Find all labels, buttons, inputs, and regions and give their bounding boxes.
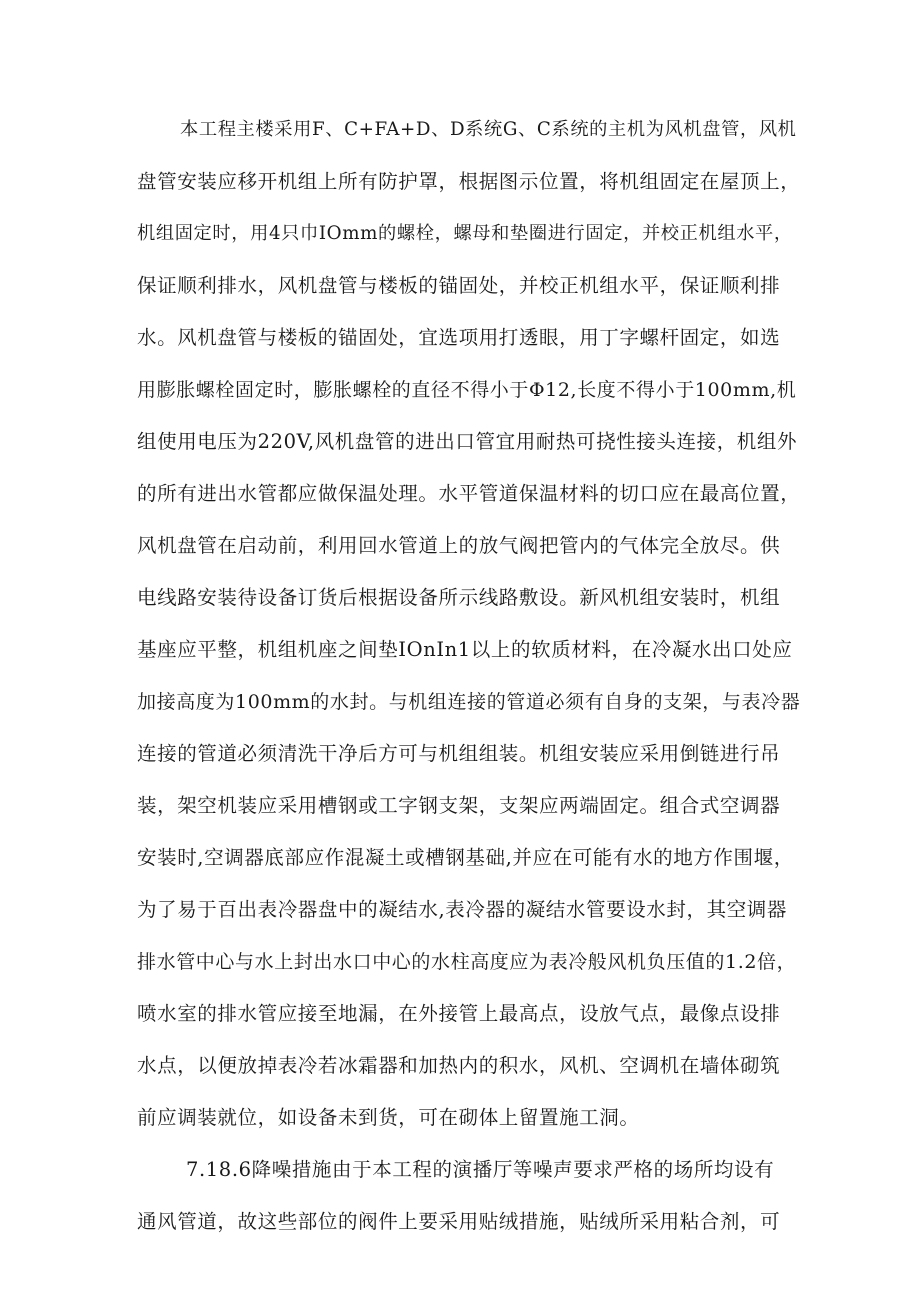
text-line: 7.18.6降噪措施由于本工程的演播厅等噪声要求严格的场所均设有 [186,1158,775,1181]
text-line: 安装时,空调器底部应作混凝土或槽钢基础,并应在可能有水的地方作围堰， [137,846,794,869]
text-line: 的所有进出水管都应做保温处理。水平管道保温材料的切口应在最高位置， [137,482,801,505]
text-line: 喷水室的排水管应接至地漏，在外接管上最高点，设放气点，最像点设排 [137,1002,781,1025]
text-line: 前应调装就位，如设备未到货，可在砌体上留置施工洞。 [137,1106,640,1129]
text-line: 机组固定时，用4只巾IOmm的螺栓，螺母和垫圈进行固定，并校正机组水平， [137,223,793,244]
text-line: 水。风机盘管与楼板的锚固处，宜选项用打透眼，用丁字螺杆固定，如选 [137,326,781,349]
text-line: 用膨胀螺栓固定时，膨胀螺栓的直径不得小于Φ12,长度不得小于100mm,机 [137,379,797,401]
text-line: 风机盘管在启动前，利用回水管道上的放气阀把管内的气体完全放尽。供 [137,534,781,557]
text-line: 本工程主楼采用F、C+FA+D、D系统G、C系统的主机为风机盘管，风机 [180,119,797,140]
text-line: 保证顺利排水，风机盘管与楼板的锚固处，并校正机组水平，保证顺利排 [137,274,781,297]
text-line: 连接的管道必须清洗干净后方可与机组组装。机组安装应采用倒链进行吊 [137,742,781,765]
text-line: 基座应平整，机组机座之间垫IOnIn1以上的软质材料，在冷凝水出口处应 [137,638,793,661]
text-line: 通风管道，故这些部位的阀件上要采用贴绒措施，贴绒所采用粘合剂，可 [137,1210,781,1233]
text-line: 加接高度为100mm的水封。与机组连接的管道必须有自身的支架，与表冷器 [137,691,801,713]
text-line: 为了易于百出表冷器盘中的凝结水,表冷器的凝结水管要设水封，其空调器 [137,898,787,921]
text-line: 盘管安装应移开机组上所有防护罩，根据图示位置，将机组固定在屋顶上， [137,170,801,193]
text-line: 装，架空机装应采用槽钢或工字钢支架，支架应两端固定。组合式空调器 [137,794,781,817]
text-line: 组使用电压为220V,风机盘管的进出口管宜用耐热可挠性接头连接，机组外 [137,430,798,453]
text-line: 排水管中心与水上封出水口中心的水柱高度应为表冷般风机负压值的1.2倍， [137,951,797,973]
text-line: 电线路安装待设备订货后根据设备所示线路敷设。新风机组安装时，机组 [137,586,781,609]
text-line: 水点，以便放掉表冷若冰霜器和加热内的积水，风机、空调机在墙体砌筑 [137,1054,781,1077]
